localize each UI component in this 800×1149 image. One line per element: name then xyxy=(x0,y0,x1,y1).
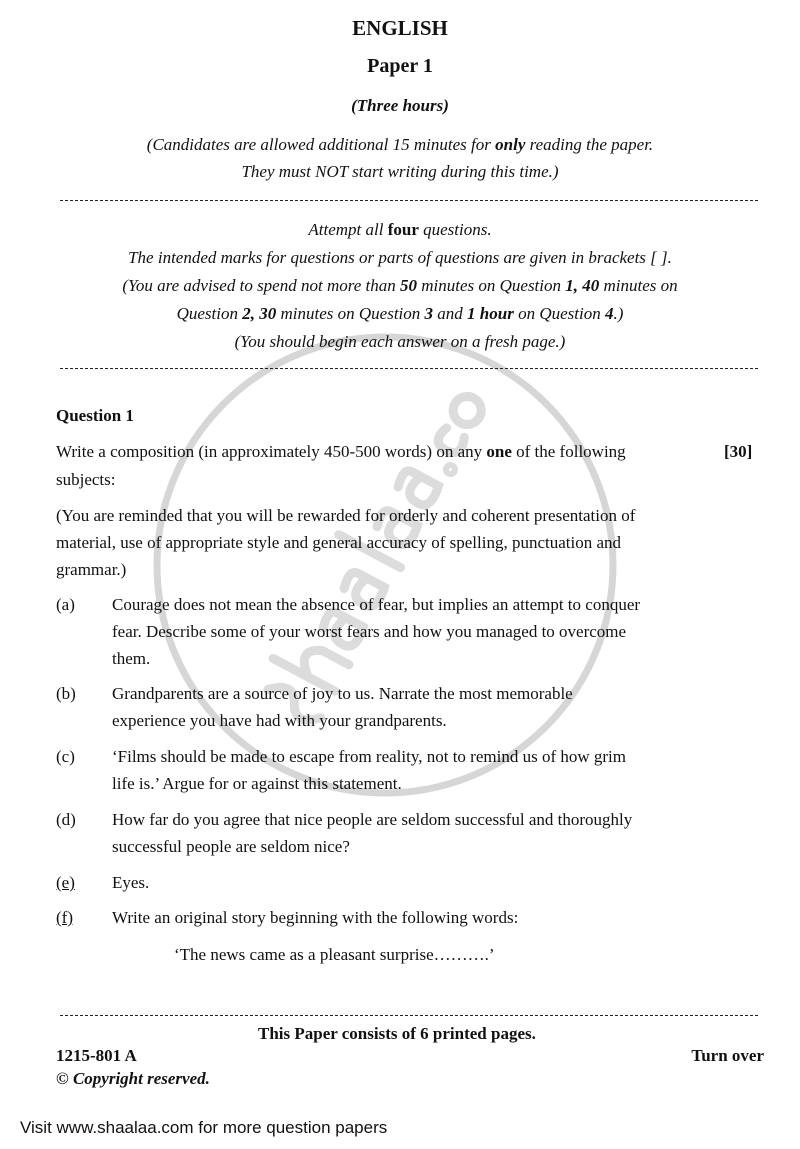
option-text: ‘Films should be made to escape from reality, not to remind us of how grim xyxy=(112,747,626,766)
option-text: Grandparents are a source of joy to us. Narrate the most memorable xyxy=(112,684,573,703)
question-title: Question 1 xyxy=(56,406,134,425)
option-text: Courage does not mean the absence of fear, but implies an attempt to conquer xyxy=(112,595,641,614)
text-part: Question xyxy=(176,304,243,323)
paper-number: Paper 1 xyxy=(367,55,433,77)
duration: (Three hours) xyxy=(351,96,449,115)
text-emphasis: 2, 30 xyxy=(242,304,277,323)
option-text: Write an original story beginning with the following words: xyxy=(112,908,519,927)
text-part: and xyxy=(433,304,468,323)
time-advice xyxy=(0,276,800,296)
text-part: of the following xyxy=(511,442,626,461)
option-label: (a) xyxy=(56,595,75,614)
turn-over: Turn over xyxy=(691,1046,764,1065)
text-part: questions. xyxy=(418,220,492,239)
copyright: © Copyright reserved. xyxy=(56,1069,210,1088)
text-emphasis: 4 xyxy=(604,304,614,323)
reading-note-2: They must NOT start writing during this time.) xyxy=(241,162,559,181)
text-emphasis: one xyxy=(486,442,512,461)
fresh-page-note: (You should begin each answer on a fresh page.) xyxy=(234,332,566,351)
text-part: minutes on Question xyxy=(416,276,566,295)
divider xyxy=(60,1015,758,1016)
story-opening-quote: ‘The news came as a pleasant surprise……….’ xyxy=(174,945,495,964)
text-emphasis: 50 xyxy=(399,276,417,295)
text-part: (You are advised to spend not more than xyxy=(122,276,400,295)
paper-code: 1215-801 A xyxy=(56,1046,137,1065)
text-part: on Question xyxy=(513,304,605,323)
reading-note xyxy=(0,135,800,155)
text-part: .) xyxy=(613,304,624,323)
option-text: life is.’ Argue for or against this statement. xyxy=(112,774,402,793)
reminder-line: material, use of appropriate style and general accuracy of spelling, punctuation and xyxy=(56,533,622,552)
text-part: minutes on xyxy=(599,276,678,295)
option-label: (d) xyxy=(56,810,76,829)
option-label: (c) xyxy=(56,747,75,766)
marks-instruction: The intended marks for questions or parts of questions are given in brackets [ ]. xyxy=(128,248,672,267)
option-text: successful people are seldom nice? xyxy=(112,837,350,856)
site-banner: Visit www.shaalaa.com for more question papers xyxy=(20,1118,388,1137)
reminder-line: grammar.) xyxy=(56,560,127,579)
question-intro xyxy=(56,442,626,462)
reading-note-emphasis: only xyxy=(495,135,526,154)
time-advice-2 xyxy=(0,304,800,324)
option-text: experience you have had with your grandparents. xyxy=(112,711,447,730)
reading-note-part: (Candidates are allowed additional 15 minutes for xyxy=(146,135,496,154)
text-emphasis: 1 hour xyxy=(467,304,514,323)
text-emphasis: four xyxy=(387,220,419,239)
option-label: (b) xyxy=(56,684,76,703)
text-part: Attempt all xyxy=(308,220,388,239)
page-count-note: This Paper consists of 6 printed pages. xyxy=(258,1024,536,1043)
option-text: fear. Describe some of your worst fears and how you managed to overcome xyxy=(112,622,627,641)
subject-title: ENGLISH xyxy=(352,16,448,40)
text-emphasis: 1, 40 xyxy=(565,276,600,295)
option-text: Eyes. xyxy=(112,873,150,892)
reminder-line: (You are reminded that you will be rewarded for orderly and coherent presentation of xyxy=(56,506,636,525)
option-text: How far do you agree that nice people are seldom successful and thoroughly xyxy=(112,810,633,829)
option-label: (f) xyxy=(56,908,73,927)
option-text: them. xyxy=(112,649,151,668)
divider xyxy=(60,368,758,369)
option-label: (e) xyxy=(56,873,75,892)
text-emphasis: 3 xyxy=(424,304,434,323)
reading-note-part: reading the paper. xyxy=(525,135,654,154)
text-part: minutes on Question xyxy=(276,304,425,323)
question-marks: [30] xyxy=(724,442,753,461)
text-part: Write a composition (in approximately 450-500 words) on any xyxy=(56,442,487,461)
attempt-instruction xyxy=(0,220,800,240)
divider xyxy=(60,200,758,201)
question-intro-2: subjects: xyxy=(56,470,116,489)
